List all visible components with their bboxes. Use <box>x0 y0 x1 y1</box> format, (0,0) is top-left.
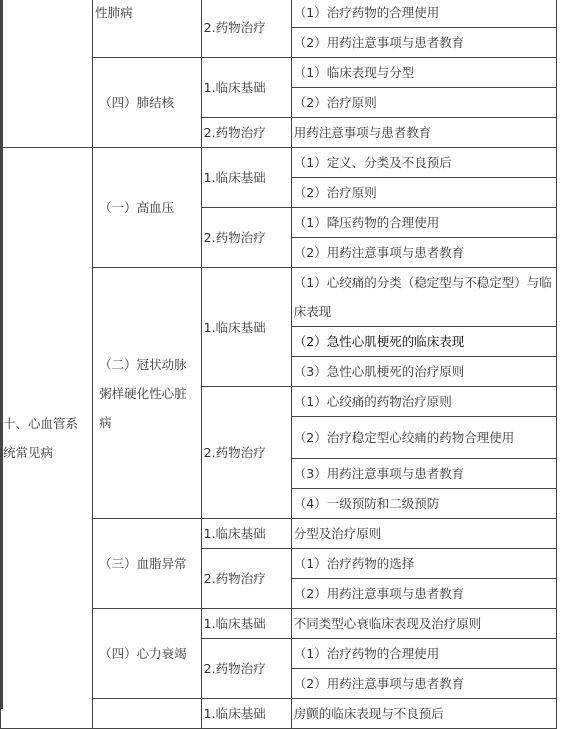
disease-cell: （二）冠状动脉粥样硬化性心脏病 <box>93 268 202 519</box>
disease-cell: 性肺病 <box>93 0 202 58</box>
topic-cell: （2）用药注意事项与患者教育 <box>291 669 556 699</box>
category-cell: 1.临床基础 <box>201 268 291 387</box>
topic-cell: （4）一级预防和二级预防 <box>291 489 556 519</box>
disease-cell: （四）心力衰竭 <box>93 609 202 699</box>
category-cell: 2.药物治疗 <box>201 639 291 699</box>
section-cell: 十、心血管系统常见病 <box>1 148 93 729</box>
topic-cell: （1）治疗药物的合理使用 <box>291 0 556 28</box>
category-cell: 2.药物治疗 <box>201 208 291 268</box>
category-cell: 2.药物治疗 <box>201 0 291 58</box>
category-cell: 1.临床基础 <box>201 699 291 729</box>
category-cell: 2.药物治疗 <box>201 549 291 609</box>
topic-cell: （1）治疗药物的合理使用 <box>291 639 556 669</box>
topic-cell: （1）临床表现与分型 <box>291 58 556 88</box>
table-row <box>1 148 557 178</box>
topic-cell: （1）治疗药物的选择 <box>291 549 556 579</box>
category-cell: 1.临床基础 <box>201 148 291 208</box>
disease-cell <box>93 699 202 729</box>
category-cell: 2.药物治疗 <box>201 387 291 519</box>
disease-cell: （一）高血压 <box>93 148 202 268</box>
topic-cell: （1）心绞痛的分类（稳定型与不稳定型）与临床表现 <box>291 268 556 327</box>
prev-section-cell <box>1 0 93 148</box>
topic-cell: 用药注意事项与患者教育 <box>291 118 556 148</box>
category-cell: 1.临床基础 <box>201 58 291 118</box>
topic-cell: （2）治疗稳定型心绞痛的药物合理使用 <box>291 417 556 459</box>
topic-cell: （2）用药注意事项与患者教育 <box>291 579 556 609</box>
disease-cell: （三）血脂异常 <box>93 519 202 609</box>
topic-cell: 不同类型心衰临床表现及治疗原则 <box>291 609 556 639</box>
topic-cell: （1）降压药物的合理使用 <box>291 208 556 238</box>
topic-cell: 分型及治疗原则 <box>291 519 556 549</box>
topic-cell: （2）治疗原则 <box>291 178 556 208</box>
topic-cell: （2）治疗原则 <box>291 88 556 118</box>
topic-cell: （3）用药注意事项与患者教育 <box>291 459 556 489</box>
topic-cell: （2）急性心肌梗死的临床表现 <box>291 327 556 357</box>
topic-cell: （1）心绞痛的药物治疗原则 <box>291 387 556 417</box>
category-cell: 1.临床基础 <box>201 609 291 639</box>
topic-cell: （2）用药注意事项与患者教育 <box>291 238 556 268</box>
topic-cell: （3）急性心肌梗死的治疗原则 <box>291 357 556 387</box>
category-cell: 2.药物治疗 <box>201 118 291 148</box>
category-cell: 1.临床基础 <box>201 519 291 549</box>
disease-cell: （四）肺结核 <box>93 58 202 148</box>
topic-cell: （2）用药注意事项与患者教育 <box>291 28 556 58</box>
topic-cell: 房颤的临床表现与不良预后 <box>291 699 556 729</box>
topic-cell: （1）定义、分类及不良预后 <box>291 148 556 178</box>
table-row <box>1 0 557 28</box>
